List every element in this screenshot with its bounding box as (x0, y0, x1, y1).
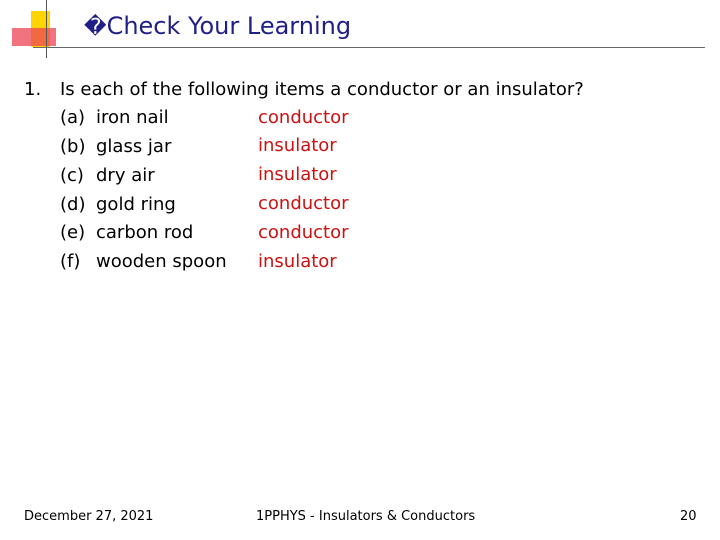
item-name: wooden spoon (96, 251, 227, 272)
decorative-vertical-line (46, 0, 47, 58)
item-name: carbon rod (96, 222, 194, 243)
footer-date: December 27, 2021 (24, 509, 154, 524)
decorative-red-block (12, 28, 56, 46)
title-divider-line (33, 47, 705, 48)
answer-insulator: insulator (258, 135, 337, 156)
item-letter: (c) (60, 165, 84, 186)
question-number: 1. (24, 79, 42, 100)
answer-conductor: conductor (258, 107, 349, 128)
slide-title-text: Check Your Learning (106, 12, 352, 40)
item-letter: (f) (60, 251, 81, 272)
item-name: gold ring (96, 194, 176, 215)
item-name: glass jar (96, 136, 172, 157)
footer-course-title: 1PPHYS - Insulators & Conductors (256, 509, 476, 524)
item-letter: (a) (60, 107, 86, 128)
item-name: dry air (96, 165, 155, 186)
answer-conductor: conductor (258, 193, 349, 214)
title-bullet-glyph: � (84, 15, 107, 40)
item-letter: (d) (60, 194, 86, 215)
question-text: Is each of the following items a conductor or an insulator? (60, 79, 584, 100)
footer-page-number: 20 (680, 509, 697, 524)
answer-insulator: insulator (258, 251, 337, 272)
question-line (24, 79, 584, 100)
item-name: iron nail (96, 107, 169, 128)
item-letter: (e) (60, 222, 86, 243)
slide-title (84, 12, 351, 40)
answer-conductor: conductor (258, 222, 349, 243)
answer-insulator: insulator (258, 164, 337, 185)
item-letter: (b) (60, 136, 86, 157)
